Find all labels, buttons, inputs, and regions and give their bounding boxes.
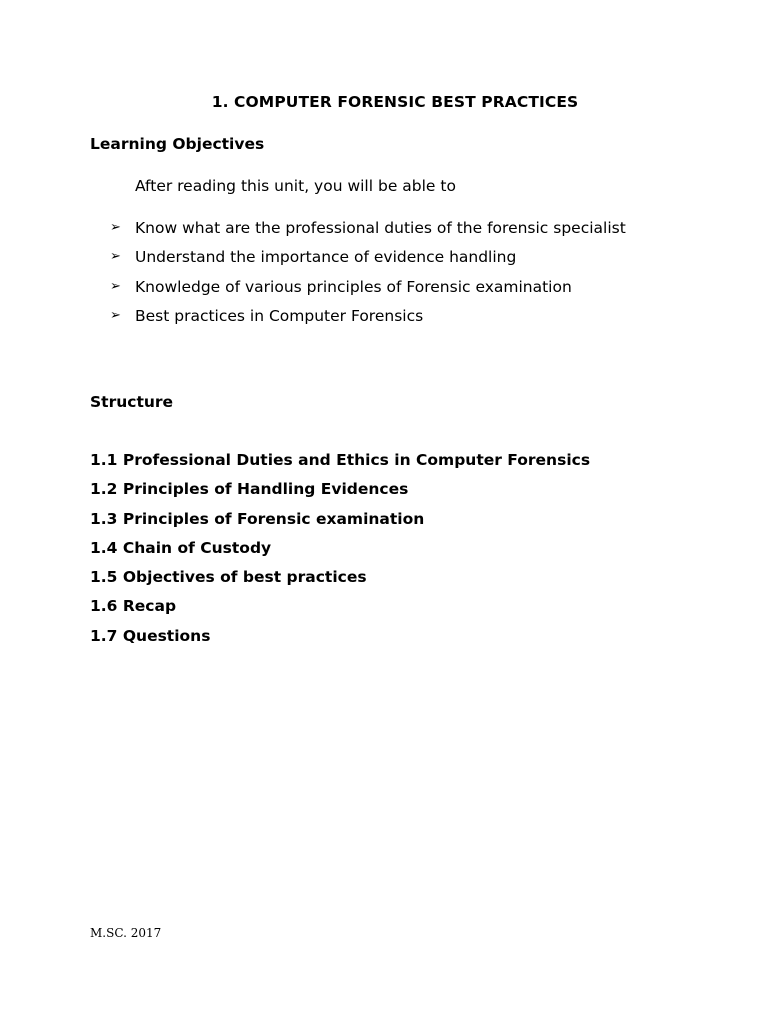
page-footer: M.SC. 2017 [90,926,162,940]
objective-text: Knowledge of various principles of Forensic examination [135,277,572,296]
structure-item: 1.3 Principles of Forensic examination [90,509,425,528]
structure-item: 1.2 Principles of Handling Evidences [90,480,409,499]
page-title: 1. COMPUTER FORENSIC BEST PRACTICES [211,93,579,111]
structure-item: 1.6 Recap [90,597,177,616]
arrow-bullet-icon: ➢ [110,278,121,294]
objective-text: Know what are the professional duties of the forensic specialist [135,219,626,237]
structure-item: 1.7 Questions [90,626,211,645]
structure-heading: Structure [90,393,174,411]
structure-item: 1.5 Objectives of best practices [90,568,367,587]
arrow-bullet-icon: ➢ [110,249,121,265]
arrow-bullet-icon: ➢ [110,307,121,323]
objective-text: Understand the importance of evidence handling [135,248,517,267]
structure-item: 1.1 Professional Duties and Ethics in Computer Forensics [90,451,591,469]
learning-objectives-heading: Learning Objectives [90,135,265,153]
learning-objectives-intro: After reading this unit, you will be able to [135,177,456,195]
structure-list [90,451,590,656]
structure-item: 1.4 Chain of Custody [90,538,272,557]
arrow-bullet-icon: ➢ [110,220,121,235]
objective-text: Best practices in Computer Forensics [135,306,424,325]
